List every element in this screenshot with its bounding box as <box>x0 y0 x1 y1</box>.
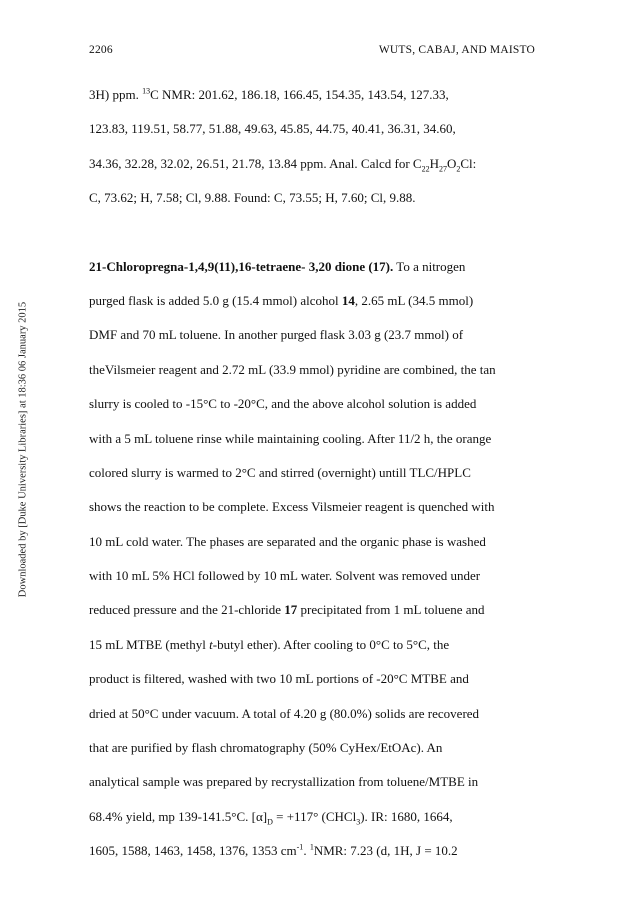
text-line: 10 mL cold water. The phases are separated and the organic phase is washed <box>89 533 486 549</box>
text-run: 15 mL MTBE (methyl <box>89 636 210 652</box>
text-line: theVilsmeier reagent and 2.72 mL (33.9 mmol) pyridine are combined, the tan <box>89 361 496 377</box>
superscript: -1 <box>296 842 304 852</box>
text-run: NMR: 7.23 (d, 1H, J = 10.2 <box>313 843 458 859</box>
text-run: To a nitrogen <box>393 258 466 274</box>
text-line: product is filtered, washed with two 10 mL portions of -20°C MTBE and <box>89 671 469 687</box>
text-line: 123.83, 119.51, 58.77, 51.88, 49.63, 45.85, 44.75, 40.41, 36.31, 34.60, <box>89 121 456 137</box>
article-body <box>89 78 559 869</box>
text-run: reduced pressure and the 21-chloride <box>89 602 285 618</box>
text-line <box>89 250 559 284</box>
subscript: 3 <box>356 817 361 827</box>
text-line: slurry is cooled to -15°C to -20°C, and the above alcohol solution is added <box>89 396 477 412</box>
text-line: with 10 mL 5% HCl followed by 10 mL water. Solvent was removed under <box>89 568 481 584</box>
text-run: C NMR: 201.62, 186.18, 166.45, 154.35, 143.54, 127.33, <box>150 87 449 102</box>
text-run: -butyl ether). After cooling to 0°C to 5°C, the <box>212 636 450 652</box>
subscript: 27 <box>438 164 447 174</box>
text-line <box>89 147 559 181</box>
text-run: H <box>429 155 439 171</box>
text-line <box>89 800 559 834</box>
text-line <box>89 284 559 318</box>
text-line: C, 73.62; H, 7.58; Cl, 9.88. Found: C, 73.55; H, 7.60; Cl, 9.88. <box>89 190 416 206</box>
text-line <box>89 593 559 627</box>
text-run: Cl: <box>460 155 477 171</box>
superscript: 13 <box>142 86 151 96</box>
synthesis-paragraph <box>89 250 559 869</box>
compound-number: 14 <box>341 292 355 308</box>
nmr-analysis-paragraph <box>89 78 559 216</box>
page-number: 2206 <box>89 44 113 56</box>
text-run: . <box>303 843 310 859</box>
running-head: WUTS, CABAJ, AND MAISTO <box>378 44 535 56</box>
superscript: 1 <box>309 842 314 852</box>
text-line: shows the reaction to be complete. Excess Vilsmeier reagent is quenched with <box>89 499 495 515</box>
text-line <box>89 628 559 662</box>
text-run: purged flask is added 5.0 g (15.4 mmol) alcohol <box>89 292 342 308</box>
subscript: 2 <box>456 164 461 174</box>
download-watermark: Downloaded by [Duke University Libraries] at 18:36 06 January 2015 <box>17 301 29 598</box>
text-line <box>89 78 559 112</box>
text-line: with a 5 mL toluene rinse while maintaining cooling. After 11/2 h, the orange <box>89 430 492 446</box>
subscript: D <box>267 817 273 827</box>
text-line: dried at 50°C under vacuum. A total of 4.20 g (80.0%) solids are recovered <box>89 705 480 721</box>
text-run: 3H) ppm. <box>89 87 139 102</box>
text-run: ). IR: 1680, 1664, <box>360 808 453 824</box>
subscript: 22 <box>421 164 430 174</box>
text-line <box>89 834 559 868</box>
text-run: O <box>446 155 457 171</box>
text-line: that are purified by flash chromatography (50% CyHex/EtOAc). An <box>89 740 443 756</box>
text-run: , 2.65 mL (34.5 mmol) <box>354 292 474 308</box>
compound-heading: 21-Chloropregna-1,4,9(11),16-tetraene- 3,20 dione (17). <box>89 258 394 274</box>
paragraph-gap <box>89 216 559 250</box>
compound-number: 17 <box>284 602 298 618</box>
text-line: colored slurry is warmed to 2°C and stirred (overnight) untill TLC/HPLC <box>89 464 471 480</box>
text-run: 68.4% yield, mp 139-141.5°C. [α] <box>89 808 268 824</box>
text-run: precipitated from 1 mL toluene and <box>297 602 485 618</box>
text-run: = +117° (CHCl <box>272 808 357 824</box>
text-line: analytical sample was prepared by recrystallization from toluene/MTBE in <box>89 774 479 790</box>
text-run: 1605, 1588, 1463, 1458, 1376, 1353 cm <box>89 843 297 859</box>
text-run: 34.36, 32.28, 32.02, 26.51, 21.78, 13.84 ppm. Anal. Calcd for C <box>89 155 422 171</box>
text-line: DMF and 70 mL toluene. In another purged flask 3.03 g (23.7 mmol) of <box>89 327 464 343</box>
italic-run: t <box>209 636 213 652</box>
